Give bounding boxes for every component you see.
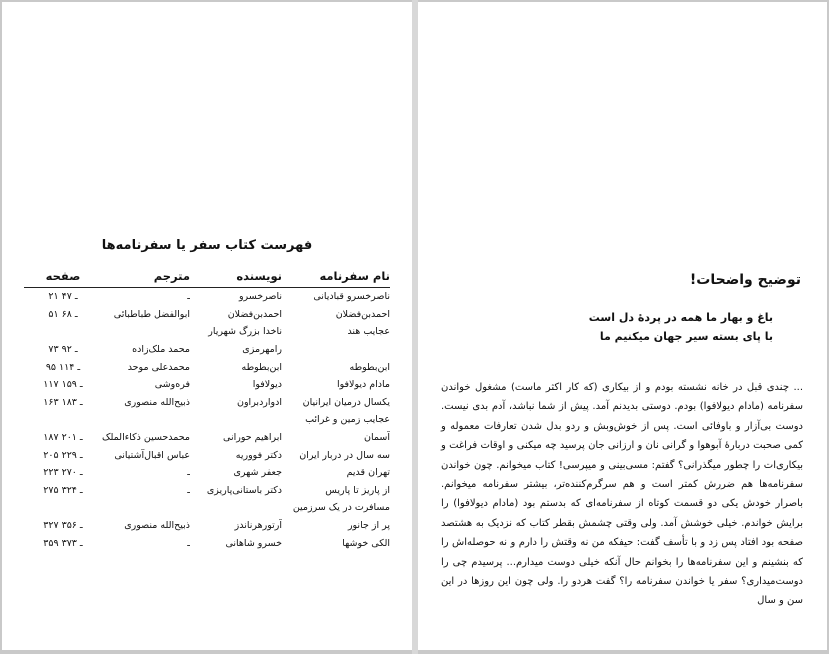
toc-title: فهرست کتاب سفر یا سفرنامه‌ها <box>101 238 313 253</box>
entry-translator <box>102 323 190 341</box>
epigraph <box>513 308 773 346</box>
entry-translator: عباس اقبال‌آشتیانی <box>114 449 190 461</box>
entry-pages: ۱۸۷ ـ ۲۰۱ <box>43 432 83 444</box>
left-page <box>2 2 412 650</box>
table-row <box>24 288 390 306</box>
entry-author <box>190 411 282 429</box>
entry-pages: ۳۵۹ ـ ۳۷۳ <box>43 537 83 549</box>
table-row <box>24 464 390 482</box>
entry-translator: ـ <box>187 484 190 496</box>
entry-pages <box>24 411 102 429</box>
entry-author <box>190 499 282 517</box>
right-page <box>418 2 827 650</box>
entry-author: ناصرخسرو <box>238 291 282 303</box>
toc-table <box>24 269 390 552</box>
entry-author: ابراهیم حورانی <box>223 432 282 444</box>
epigraph-line: با پای بسته سیر جهان میکنیم ما <box>599 330 773 343</box>
entry-pages <box>24 323 102 341</box>
entry-pages: ۲۱ ـ ۴۷ <box>48 291 78 303</box>
entry-name: مادام دیولافوا <box>336 379 390 391</box>
entry-name: عجایب زمین و غرائب <box>305 414 390 426</box>
table-row <box>24 323 390 341</box>
entry-author: ناخدا بزرگ شهریار <box>208 326 282 338</box>
entry-author: احمدبن‌فضلان <box>227 308 282 320</box>
entry-author: جعفر شهری <box>233 467 282 479</box>
entry-name: ابن‌بطوطه <box>349 361 390 373</box>
table-row <box>24 376 390 394</box>
entry-author: دکتر فووریه <box>235 449 282 461</box>
table-row <box>24 446 390 464</box>
header-name: نام سفرنامه <box>282 269 390 288</box>
entry-translator: فره‌وشی <box>154 379 190 391</box>
entry-pages: ۵۱ ـ ۶۸ <box>48 308 78 320</box>
entry-author: دکتر باستانی‌پاریزی <box>206 484 282 496</box>
entry-translator <box>102 499 190 517</box>
entry-name: آسمان <box>364 432 390 444</box>
entry-pages: ۲۲۳ ـ ۲۷۰ <box>43 467 83 479</box>
chapter-title: توضیح واضحات! <box>689 272 801 288</box>
entry-translator: ذبیح‌الله منصوری <box>124 396 190 408</box>
entry-author: رامهرمزی <box>242 344 282 356</box>
table-row <box>24 482 390 500</box>
table-row <box>24 341 390 359</box>
entry-pages: ۳۲۷ ـ ۳۵۶ <box>43 520 83 532</box>
entry-translator: محمدحسین ذکاءالملک <box>102 432 190 444</box>
table-row <box>24 411 390 429</box>
entry-pages: ۹۵ ـ ۱۱۴ <box>45 361 81 373</box>
entry-name: عجایب هند <box>347 326 390 338</box>
entry-translator: محمد ملک‌زاده <box>132 344 190 356</box>
table-row <box>24 534 390 552</box>
toc-header-row <box>24 269 390 288</box>
table-row <box>24 499 390 517</box>
entry-author: دیولافوا <box>252 379 282 391</box>
header-translator: مترجم <box>102 269 190 288</box>
entry-pages: ۷۳ ـ ۹۲ <box>48 344 78 356</box>
header-author: نویسنده <box>190 269 282 288</box>
entry-translator: ـ <box>187 291 190 303</box>
entry-author: آرتورهرناندز <box>234 520 282 532</box>
entry-translator: ذبیح‌الله منصوری <box>124 520 190 532</box>
entry-translator: ـ <box>187 467 190 479</box>
entry-name: مسافرت در یک سرزمین <box>292 502 390 514</box>
table-row <box>24 394 390 412</box>
entry-name: تهران قدیم <box>346 467 390 479</box>
epigraph-line: باغ و بهار ما همه در پردهٔ دل است <box>588 311 773 324</box>
entry-author: ادواردبراون <box>236 396 282 408</box>
entry-name: سه سال در دربار ایران <box>299 449 390 461</box>
entry-pages: ۱۱۷ ـ ۱۵۹ <box>43 379 83 391</box>
entry-author: خسرو شاهانی <box>225 537 282 549</box>
body-paragraph: ... چندی قبل در خانه نشسته بودم و از بیکاری (که کار اکثر ماست) مشغول خواندن سفرنامه (مادام دیولافوا) بودم. دوستی بدیدنم آمد. پیش از شما نباشد، آدم بدی نیست. دوست بی‌آزار و باوفائی است. پس از خوش‌وبش و ردو بدل شدن تعارفات معموله و کمی صحبت دربارهٔ آبوهوا و گرانی نان و ارزانی جان پرسید چه میکنی و اوقات فراغت و بیکاری‌ات را چطور میگذرانی؟ گفتم: مسی‌بینی و میپرسی! کتاب میخوانم. چون خواندن سفرنامه‌ها هم ضررش کمتر است و هم سرگرم‌کننده‌تر، بیشتر سفرنامه میخوانم. باصرار خودش یکی دو قسمت کوتاه از سفرنامه‌ای که بدستم بود (مادام دیولافوا) را برایش خواندم. خیلی خوشش آمد. ولی وقتی چشمش بقطر کتاب که نزدیک به هشتصد صفحه بود افتاد پس زد و با تأسف گفت: حیفکه من نه وقتش را دارم و نه حوصله‌اش را که بنشینم و این سفرنامه‌ها را بخوانم حال آنکه خیلی دوست میدارم... پرسیدم چی را دوست‌میداری؟ سفر یا خواندن سفرنامه را؟ گفت هردو را. ولی چون این روزها در این سن و سال <box>441 382 803 607</box>
entry-pages <box>24 499 102 517</box>
entry-translator <box>102 411 190 429</box>
entry-author: ابن‌بطوطه <box>241 361 282 373</box>
header-page: صفحه <box>24 269 102 288</box>
entry-name: از پاریز تا پاریس <box>325 484 390 496</box>
table-row <box>24 517 390 535</box>
table-row <box>24 429 390 447</box>
entry-name: یکسال درمیان ایرانیان <box>302 396 390 408</box>
entry-translator: ـ <box>187 537 190 549</box>
table-row <box>24 358 390 376</box>
table-row <box>24 306 390 324</box>
entry-translator: ابوالفضل طباطبائی <box>113 308 190 320</box>
entry-pages: ۲۷۵ ـ ۳۲۴ <box>43 484 83 496</box>
entry-pages: ۱۶۳ ـ ۱۸۳ <box>43 396 83 408</box>
entry-name: ناصرخسرو قبادیانی <box>313 291 390 303</box>
entry-name: پر از جانور <box>347 520 390 532</box>
entry-pages: ۲۰۵ ـ ۲۲۹ <box>43 449 83 461</box>
entry-translator: محمدعلی موحد <box>127 361 190 373</box>
entry-name: الکی خوشها <box>342 537 390 549</box>
entry-name <box>282 341 390 359</box>
entry-name: احمدبن‌فضلان <box>335 308 390 320</box>
